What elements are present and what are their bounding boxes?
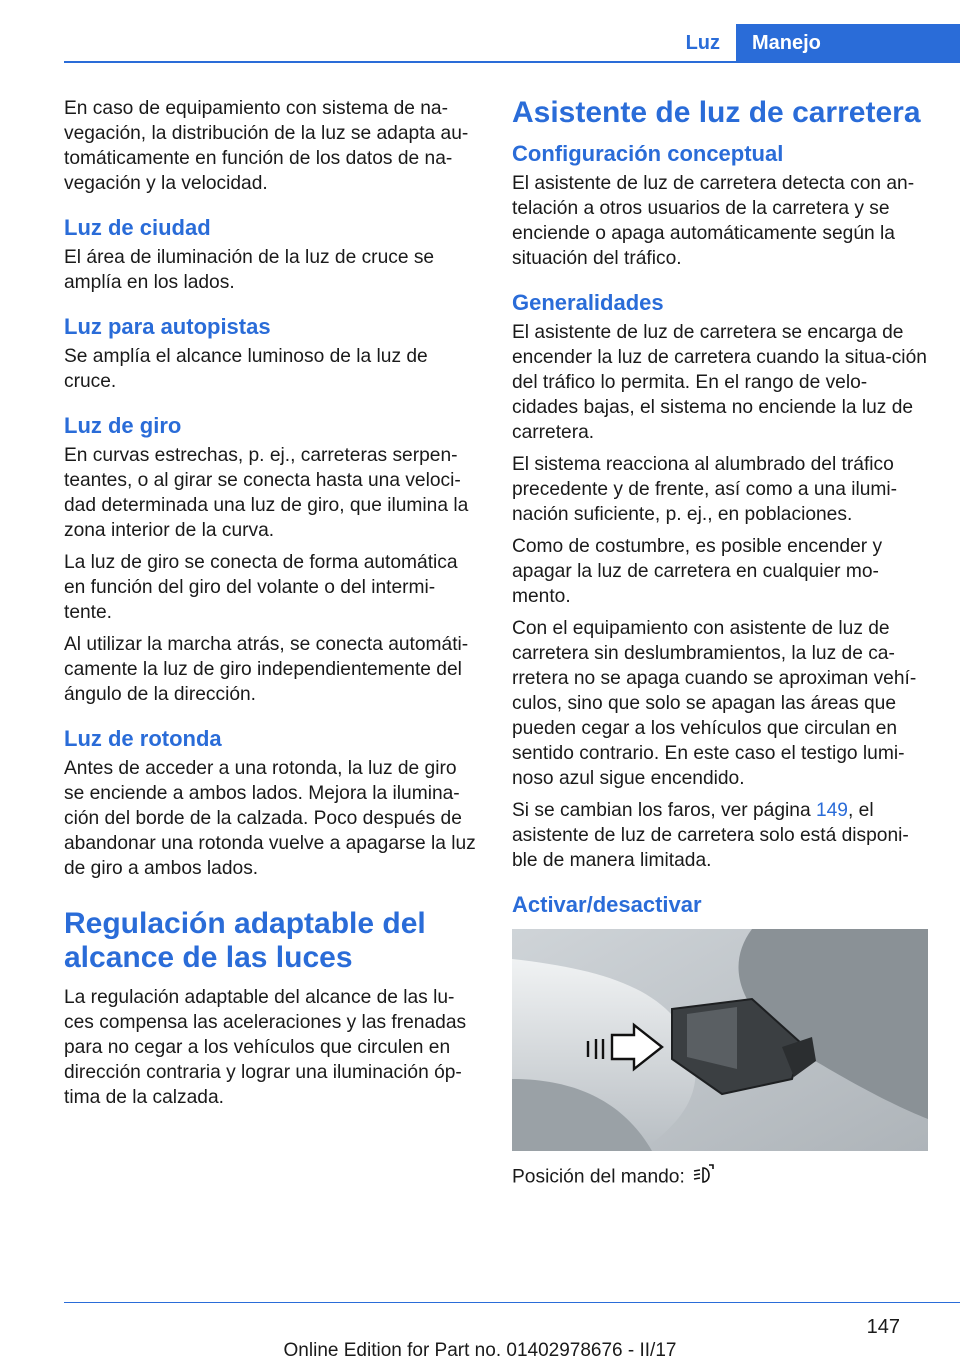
- section-label: Luz: [685, 32, 720, 54]
- right-column: [512, 96, 928, 1199]
- general-heading: Generalidades: [512, 290, 664, 315]
- general-text-5: [512, 798, 928, 873]
- concept-text: El asistente de luz de carretera detecta con an-telación a otros usuarios de la carretera y se enciende o apaga automáticamente según la situación del tráfico.: [512, 173, 915, 269]
- header-rule: [64, 61, 960, 63]
- city-light-text: El área de iluminación de la luz de cruce se amplía en los lados.: [64, 247, 435, 293]
- turn-light-text-2: La luz de giro se conecta de forma automática en función del giro del volante o del intermi-tente.: [64, 552, 458, 623]
- turn-light-text-3: Al utilizar la marcha atrás, se conecta automáti-camente la luz de giro independientemente del ángulo de la dirección.: [64, 634, 469, 705]
- turn-light-heading: Luz de giro: [64, 413, 182, 438]
- page-header: [686, 24, 960, 62]
- turn-light-text-1: En curvas estrechas, p. ej., carreteras serpen-teantes, o al girar se conecta hasta una veloci-dad determinada una luz de giro, que ilumina la zona interior de la curva.: [64, 445, 469, 541]
- concept-heading: Configuración conceptual: [512, 141, 784, 166]
- lever-position-label: Posición del mando:: [512, 1166, 685, 1188]
- stalk-illustration: [512, 929, 928, 1151]
- general-text-2: El sistema reacciona al alumbrado del tráfico precedente y de frente, así como a una ilumi-nación suficiente, p. ej., en poblaciones.: [512, 454, 898, 525]
- toggle-heading: Activar/desactivar: [512, 892, 702, 917]
- general-text-5-post: , el asistente de luz de carretera solo está disponi-ble de manera limitada.: [512, 800, 909, 871]
- stalk-illustration-svg: [512, 929, 928, 1151]
- adaptive-range-heading: Regulación adaptable del alcance de las luces: [64, 907, 426, 974]
- high-beam-assist-icon: [691, 1163, 717, 1192]
- chapter-tab: Manejo: [736, 24, 960, 62]
- intro-paragraph: En caso de equipamiento con sistema de na-vegación, la distribución de la luz se adapta au-tomáticamente en función de los datos de na-vegación y la velocidad.: [64, 98, 469, 194]
- edition-note: Online Edition for Part no. 01402978676 - II/17: [283, 1340, 677, 1361]
- lever-position-caption: [512, 1163, 928, 1192]
- motorway-light-heading: Luz para autopistas: [64, 314, 271, 339]
- roundabout-light-heading: Luz de rotonda: [64, 726, 222, 751]
- general-text-4: Con el equipamiento con asistente de luz de carretera sin deslumbramientos, la luz de ca-rretera no se apaga cuando se aproximan vehí-culos, sino que solo se apagan las áreas que pueden cegar a los vehículos que circulan en sentido contrario. En este caso el testigo lumi-noso azul sigue encendido.: [512, 618, 917, 789]
- adaptive-range-text: La regulación adaptable del alcance de las lu-ces compensa las aceleraciones y las frenadas para no cegar a los vehículos que circulen en dirección contraria y lograr una iluminación óp-tima de la calzada.: [64, 987, 467, 1108]
- footer-rule: [64, 1302, 960, 1303]
- high-beam-assistant-heading: Asistente de luz de carretera: [512, 96, 921, 129]
- city-light-heading: Luz de ciudad: [64, 215, 211, 240]
- roundabout-light-text: Antes de acceder a una rotonda, la luz de giro se enciende a ambos lados. Mejora la ilumina-ción del borde de la calzada. Poco después de abandonar una rotonda vuelve a apagarse la luz de giro a ambos lados.: [64, 758, 476, 879]
- general-text-5-pre: Si se cambian los faros, ver página: [512, 800, 816, 821]
- motorway-light-text: Se amplía el alcance luminoso de la luz de cruce.: [64, 346, 428, 392]
- left-column: [64, 96, 480, 1117]
- page-149-link[interactable]: 149: [815, 800, 848, 821]
- general-text-3: Como de costumbre, es posible encender y apagar la luz de carretera en cualquier mo-mento.: [512, 536, 883, 607]
- page-number: 147: [866, 1316, 900, 1338]
- general-text-1: El asistente de luz de carretera se encarga de encender la luz de carretera cuando la situa-ción del tráfico lo permita. En el rango de velo-cidades bajas, el sistema no enciende la luz de carretera.: [512, 322, 927, 443]
